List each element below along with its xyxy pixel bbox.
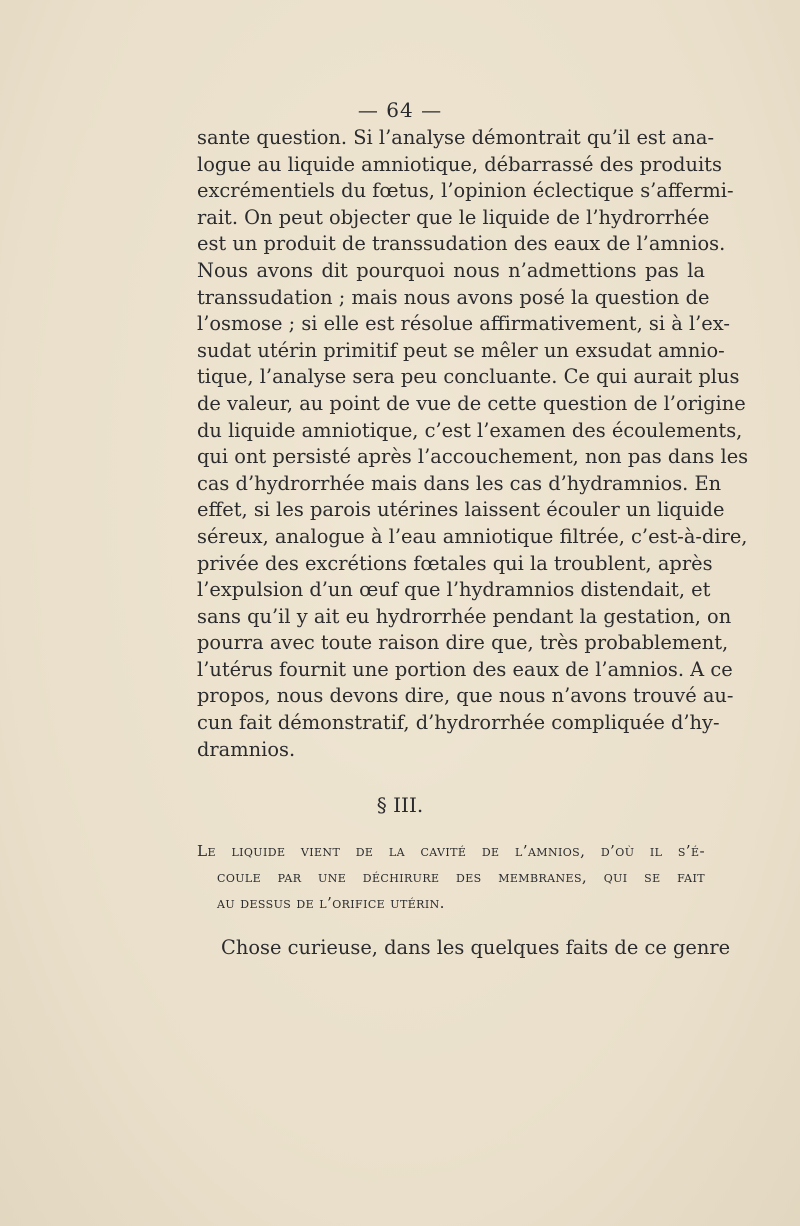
heading-line: coule par une déchirure des membranes, qui se fait xyxy=(217,868,705,886)
text-line: propos, nous devons dire, que nous n’avons trouvé au- xyxy=(197,684,734,708)
text-line: rait. On peut objecter que le liquide de l’hydrorrhée xyxy=(197,205,710,229)
text-line: tique, l’analyse sera peu concluante. Ce qui aurait plus xyxy=(197,365,740,389)
text-line: qui ont persisté après l’accouchement, non pas dans les xyxy=(197,445,749,469)
text-line: de valeur, au point de vue de cette question de l’origine xyxy=(197,391,746,415)
section-number: § III. xyxy=(376,793,424,817)
text-line: Nous avons dit pourquoi nous n’admettions pas la xyxy=(197,258,705,282)
text-line: sante question. Si l’analyse démontrait qu’il est ana- xyxy=(197,126,715,149)
text-line: séreux, analogue à l’eau amniotique filtrée, c’est-à-dire, xyxy=(197,524,748,548)
text-line: cun fait démonstratif, d’hydrorrhée compliquée d’hy- xyxy=(197,711,720,735)
continuation-paragraph xyxy=(197,935,731,962)
text-line: l’expulsion d’un œuf que l’hydramnios distendait, et xyxy=(197,578,711,602)
text-line: dramnios. xyxy=(197,737,296,761)
text-line: logue au liquide amniotique, débarrassé des produits xyxy=(197,152,722,176)
text-line: sudat utérin primitif peut se mêler un exsudat amnio- xyxy=(197,338,725,362)
text-line: est un produit de transsudation des eaux de l’amnios. xyxy=(197,232,726,256)
text-line: l’osmose ; si elle est résolue affirmativement, si à l’ex- xyxy=(197,312,730,336)
text-line: l’utérus fournit une portion des eaux de l’amnios. A ce xyxy=(197,657,733,681)
text-line: pourra avec toute raison dire que, très probablement, xyxy=(197,631,729,655)
text-line: cas d’hydrorrhée mais dans les cas d’hydramnios. En xyxy=(197,471,722,495)
text-line: du liquide amniotique, c’est l’examen des écoulements, xyxy=(197,418,743,442)
text-line: transsudation ; mais nous avons posé la question de xyxy=(197,285,710,309)
section-heading xyxy=(197,838,705,916)
body-paragraph xyxy=(197,125,749,763)
text-line: excrémentiels du fœtus, l’opinion éclectique s’affermi- xyxy=(197,179,734,203)
text-line: Chose curieuse, dans les quelques faits de ce genre xyxy=(221,936,731,959)
heading-line: au dessus de l’orifice utérin. xyxy=(217,894,445,912)
heading-line: Le liquide vient de la cavité de l’amnios, d’où il s’é- xyxy=(197,842,705,860)
text-line: sans qu’il y ait eu hydrorrhée pendant la gestation, on xyxy=(197,604,732,628)
text-line: privée des excrétions fœtales qui la troublent, après xyxy=(197,551,713,575)
text-line: effet, si les parois utérines laissent écouler un liquide xyxy=(197,498,725,522)
page-number: — 64 — xyxy=(357,98,443,122)
